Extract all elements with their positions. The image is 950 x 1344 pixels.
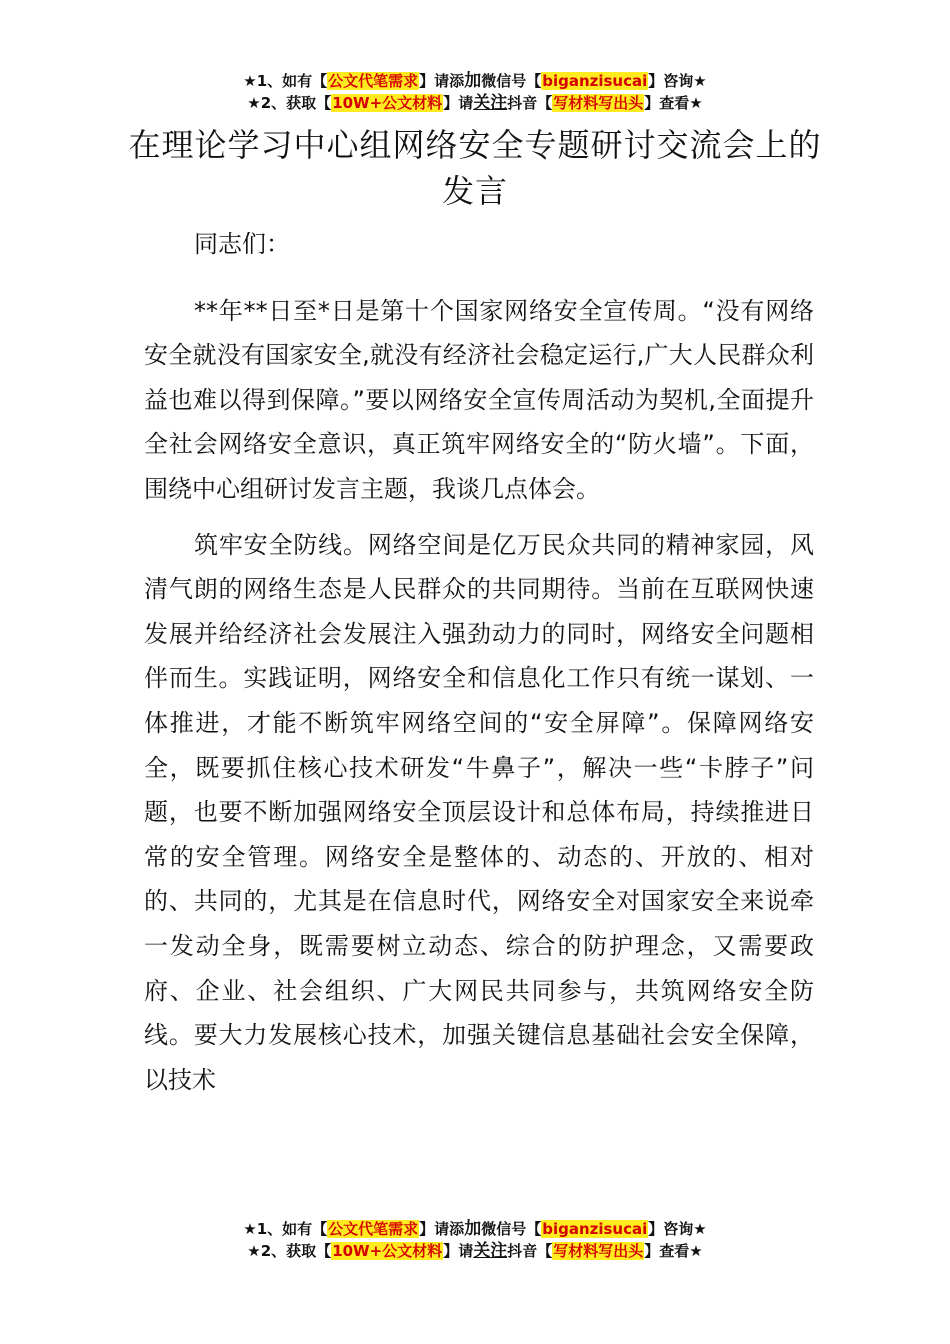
promo-text: 】请 bbox=[443, 1242, 474, 1260]
promo-text: 关注 bbox=[473, 93, 508, 113]
promo-text: 】请添 bbox=[419, 72, 465, 90]
promo-text: 】咨询★ bbox=[648, 72, 707, 90]
promo-text: 抖音【 bbox=[507, 94, 553, 112]
promo-text: 】查看★ bbox=[644, 94, 703, 112]
wechat-id-highlight: biganzisucai bbox=[542, 72, 648, 90]
promo-text: ★2、获取【 bbox=[247, 94, 332, 112]
paragraph-intro: **年**日至*日是第十个国家网络安全宣传周。“没有网络安全就没有国家安全,就没有经济社会稳定运行,广大人民群众利益也难以得到保障。”要以网络安全宣传周活动为契机,全面提升全社会网络安全意识，真正筑牢网络安全的“防火墙”。下面，围绕中心组研讨发言主题，我谈几点体会。 bbox=[144, 296, 814, 503]
promo-text: 微信号【 bbox=[481, 72, 542, 90]
promo-highlight: 公文代笔需求 bbox=[328, 72, 419, 90]
document-body bbox=[144, 222, 814, 1113]
promo-text: 加 bbox=[464, 1219, 482, 1239]
promo-text: 加 bbox=[464, 71, 482, 91]
promo-text: 】咨询★ bbox=[648, 1220, 707, 1238]
promo-text: 抖音【 bbox=[507, 1242, 553, 1260]
wechat-id-highlight: biganzisucai bbox=[542, 1220, 648, 1238]
promo-text: 】请 bbox=[443, 94, 474, 112]
footer-promo-banner bbox=[0, 1218, 950, 1262]
douyin-id-highlight: 写材料写出头 bbox=[553, 1242, 644, 1260]
header-promo-banner bbox=[0, 70, 950, 114]
paragraph-security-line: 筑牢安全防线。网络空间是亿万民众共同的精神家园，风清气朗的网络生态是人民群众的共同期待。当前在互联网快速发展并给经济社会发展注入强劲动力的同时，网络安全问题相伴而生。实践证明，网络安全和信息化工作只有统一谋划、一体推进，才能不断筑牢网络空间的“安全屏障”。保障网络安全，既要抓住核心技术研发“牛鼻子”，解决一些“卡脖子”问题，也要不断加强网络安全顶层设计和总体布局，持续推进日常的安全管理。网络安全是整体的、动态的、开放的、相对的、共同的，尤其是在信息时代，网络安全对国家安全来说牵一发动全身，既需要树立动态、综合的防护理念，又需要政府、企业、社会组织、广大网民共同参与，共筑网络安全防线。要大力发展核心技术，加强关键信息基础社会安全保障，以技术 bbox=[144, 530, 814, 1094]
promo-line-2 bbox=[0, 92, 950, 114]
promo-text: 关注 bbox=[473, 1241, 508, 1261]
promo-highlight: 10W+公文材料 bbox=[332, 1242, 443, 1260]
promo-line-2 bbox=[0, 1240, 950, 1262]
salutation: 同志们： bbox=[194, 230, 290, 258]
promo-text: ★1、如有【 bbox=[243, 1220, 328, 1238]
promo-text: 】请添 bbox=[419, 1220, 465, 1238]
promo-text: ★1、如有【 bbox=[243, 72, 328, 90]
promo-highlight: 10W+公文材料 bbox=[332, 94, 443, 112]
promo-line-1 bbox=[0, 1218, 950, 1240]
promo-text: 】查看★ bbox=[644, 1242, 703, 1260]
document-title: 在理论学习中心组网络安全专题研讨交流会上的发言 bbox=[128, 126, 822, 210]
douyin-id-highlight: 写材料写出头 bbox=[553, 94, 644, 112]
promo-text: ★2、获取【 bbox=[247, 1242, 332, 1260]
promo-text: 微信号【 bbox=[481, 1220, 542, 1238]
promo-highlight: 公文代笔需求 bbox=[328, 1220, 419, 1238]
promo-line-1 bbox=[0, 70, 950, 92]
